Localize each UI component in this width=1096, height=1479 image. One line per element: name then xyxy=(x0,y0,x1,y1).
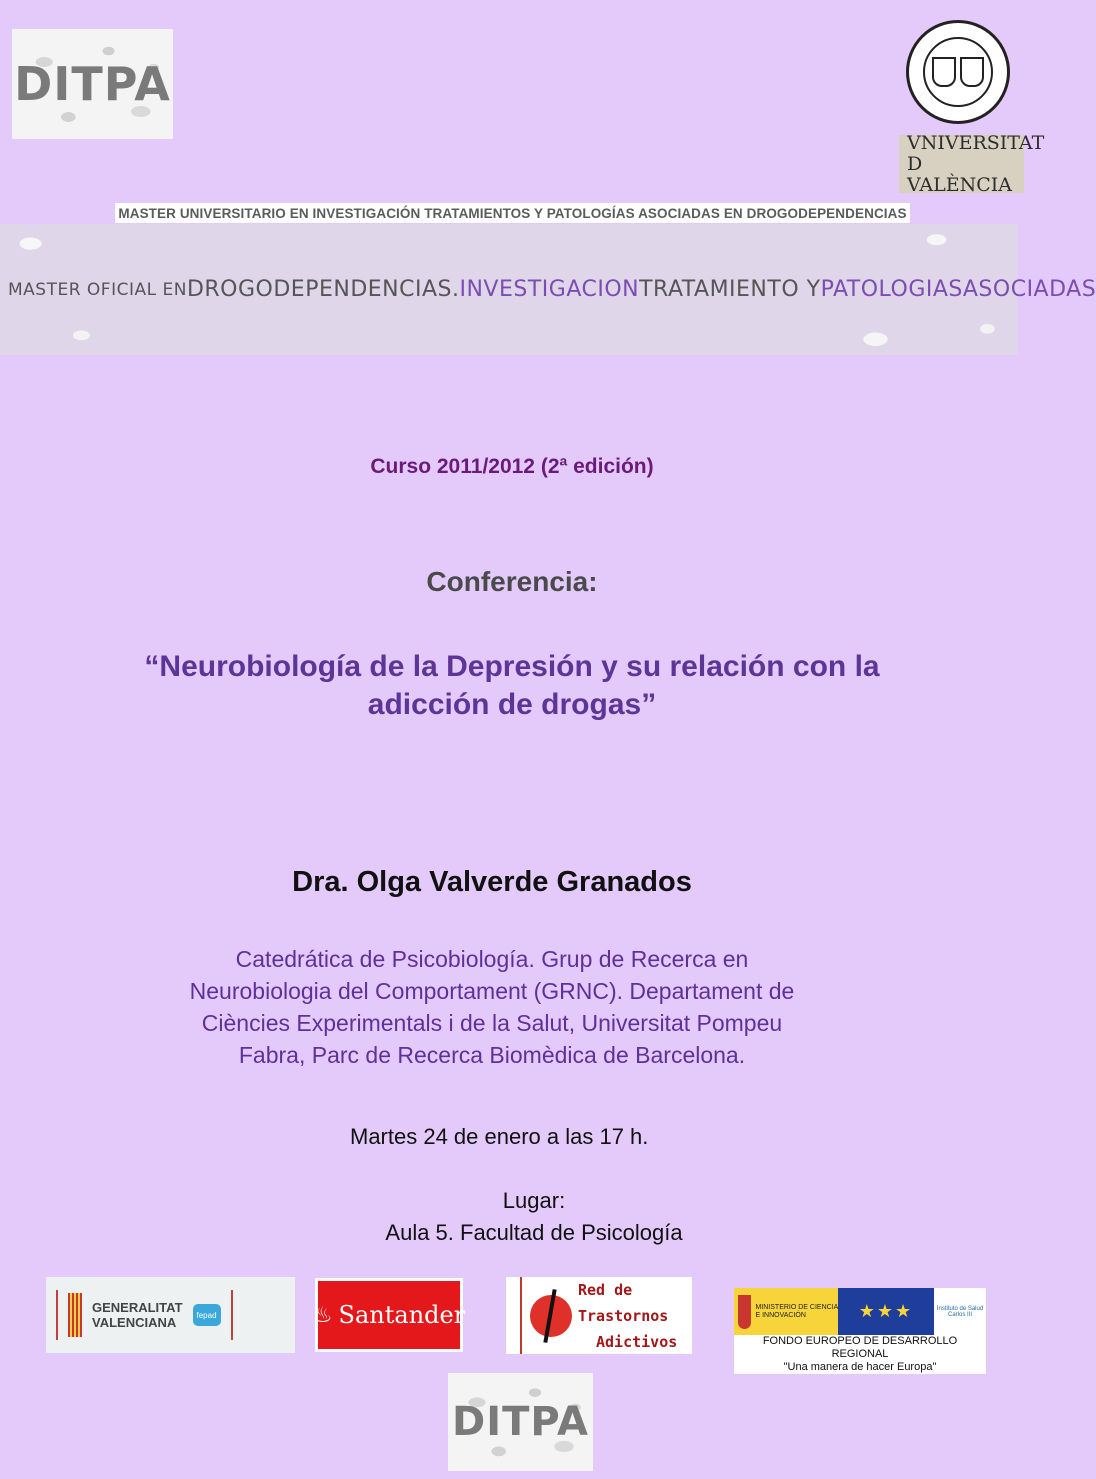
university-name-line2: D VALÈNCIA xyxy=(907,152,1013,196)
santander-logo xyxy=(312,1278,466,1352)
eu-flag-icon: ★★★ xyxy=(838,1288,934,1335)
feder-line1: FONDO EUROPEO DE DESARROLLO REGIONAL xyxy=(762,1335,958,1360)
gva-line1: GENERALITAT xyxy=(92,1300,183,1315)
rta-figure-stroke xyxy=(543,1289,556,1343)
event-place-value: Aula 5. Facultad de Psicología xyxy=(385,1220,683,1245)
university-name-line1: VNIVERSITAT xyxy=(907,131,1045,154)
ministry-logo xyxy=(734,1288,838,1335)
ditpa-logo-bottom xyxy=(448,1373,593,1471)
rta-figure-icon xyxy=(530,1295,572,1337)
shield-icon-right xyxy=(960,57,984,87)
fepad-logo: fepad xyxy=(193,1304,221,1326)
ditpa-logo-text: DITPA xyxy=(14,57,171,111)
gva-text xyxy=(92,1300,183,1330)
santander-text: Santander xyxy=(338,1301,466,1329)
conference-label: Conferencia: xyxy=(426,566,598,597)
rta-logo xyxy=(506,1277,692,1354)
ditpa-logo-top xyxy=(12,29,173,139)
rta-line1: Red de xyxy=(578,1280,633,1299)
rta-line3: Adictivos xyxy=(596,1332,678,1351)
generalitat-valenciana-logo xyxy=(46,1277,295,1353)
feder-line2: "Una manera de hacer Europa" xyxy=(783,1361,937,1373)
banner-part4: TRATAMIENTO Y xyxy=(639,277,821,302)
university-seal-icon xyxy=(906,20,1010,124)
affiliation-line2: Neurobiologia del Comportament (GRNC). Departament de xyxy=(189,978,795,1004)
course-year: Curso 2011/2012 (2ª edición) xyxy=(370,455,654,478)
feder-caption xyxy=(734,1335,986,1374)
feder-logo xyxy=(734,1288,986,1374)
university-logo xyxy=(899,131,1045,196)
gva-emblem-icon xyxy=(68,1293,82,1337)
master-strip xyxy=(115,203,910,223)
conference-title xyxy=(0,648,1024,724)
gva-line2: VALENCIANA xyxy=(92,1315,177,1330)
banner-part2: DROGODEPENDENCIAS. xyxy=(186,277,460,302)
spain-shield-icon xyxy=(738,1295,751,1329)
seal-inner-ring xyxy=(923,37,993,107)
feder-logo-row xyxy=(734,1288,986,1335)
affiliation-line1: Catedrática de Psicobiología. Grup de Recerca en xyxy=(235,946,749,972)
event-datetime: Martes 24 de enero a las 17 h. xyxy=(350,1124,649,1149)
banner-part3: INVESTIGACION xyxy=(459,277,640,302)
shield-icon-left xyxy=(932,57,956,87)
isciii-logo: Instituto de Salud Carlos III xyxy=(934,1288,986,1335)
conference-title-line2: adicción de drogas” xyxy=(367,688,657,721)
rta-text xyxy=(578,1277,677,1355)
divider-left xyxy=(56,1290,58,1340)
banner-part5: PATOLOGIAS xyxy=(820,277,963,302)
master-banner xyxy=(0,224,1096,355)
speaker-affiliation xyxy=(0,943,1004,1071)
rta-line2: Trastornos xyxy=(578,1306,669,1325)
ministry-text: MINISTERIO DE CIENCIA E INNOVACIÓN xyxy=(755,1303,838,1319)
ditpa-logo-bottom-text: DITPA xyxy=(452,1399,589,1445)
affiliation-line3: Ciències Experimentals i de la Salut, Universitat Pompeu xyxy=(201,1010,783,1036)
speaker-name: Dra. Olga Valverde Granados xyxy=(292,866,692,898)
master-strip-text: MASTER UNIVERSITARIO EN INVESTIGACIÓN TRATAMIENTOS Y PATOLOGÍAS ASOCIADAS EN DROGODEPENDENCIAS xyxy=(118,205,907,221)
affiliation-line4: Fabra, Parc de Recerca Biomèdica de Barcelona. xyxy=(238,1042,746,1068)
rta-side-bar xyxy=(506,1277,522,1354)
divider-right xyxy=(231,1290,233,1340)
banner-part6: ASOCIADAS xyxy=(962,277,1096,302)
banner-part1: MASTER OFICIAL EN xyxy=(8,279,187,300)
flame-icon: ♨ xyxy=(312,1302,333,1328)
event-place-label: Lugar: xyxy=(502,1188,566,1213)
conference-title-line1: “Neurobiología de la Depresión y su relación con la xyxy=(144,650,880,683)
